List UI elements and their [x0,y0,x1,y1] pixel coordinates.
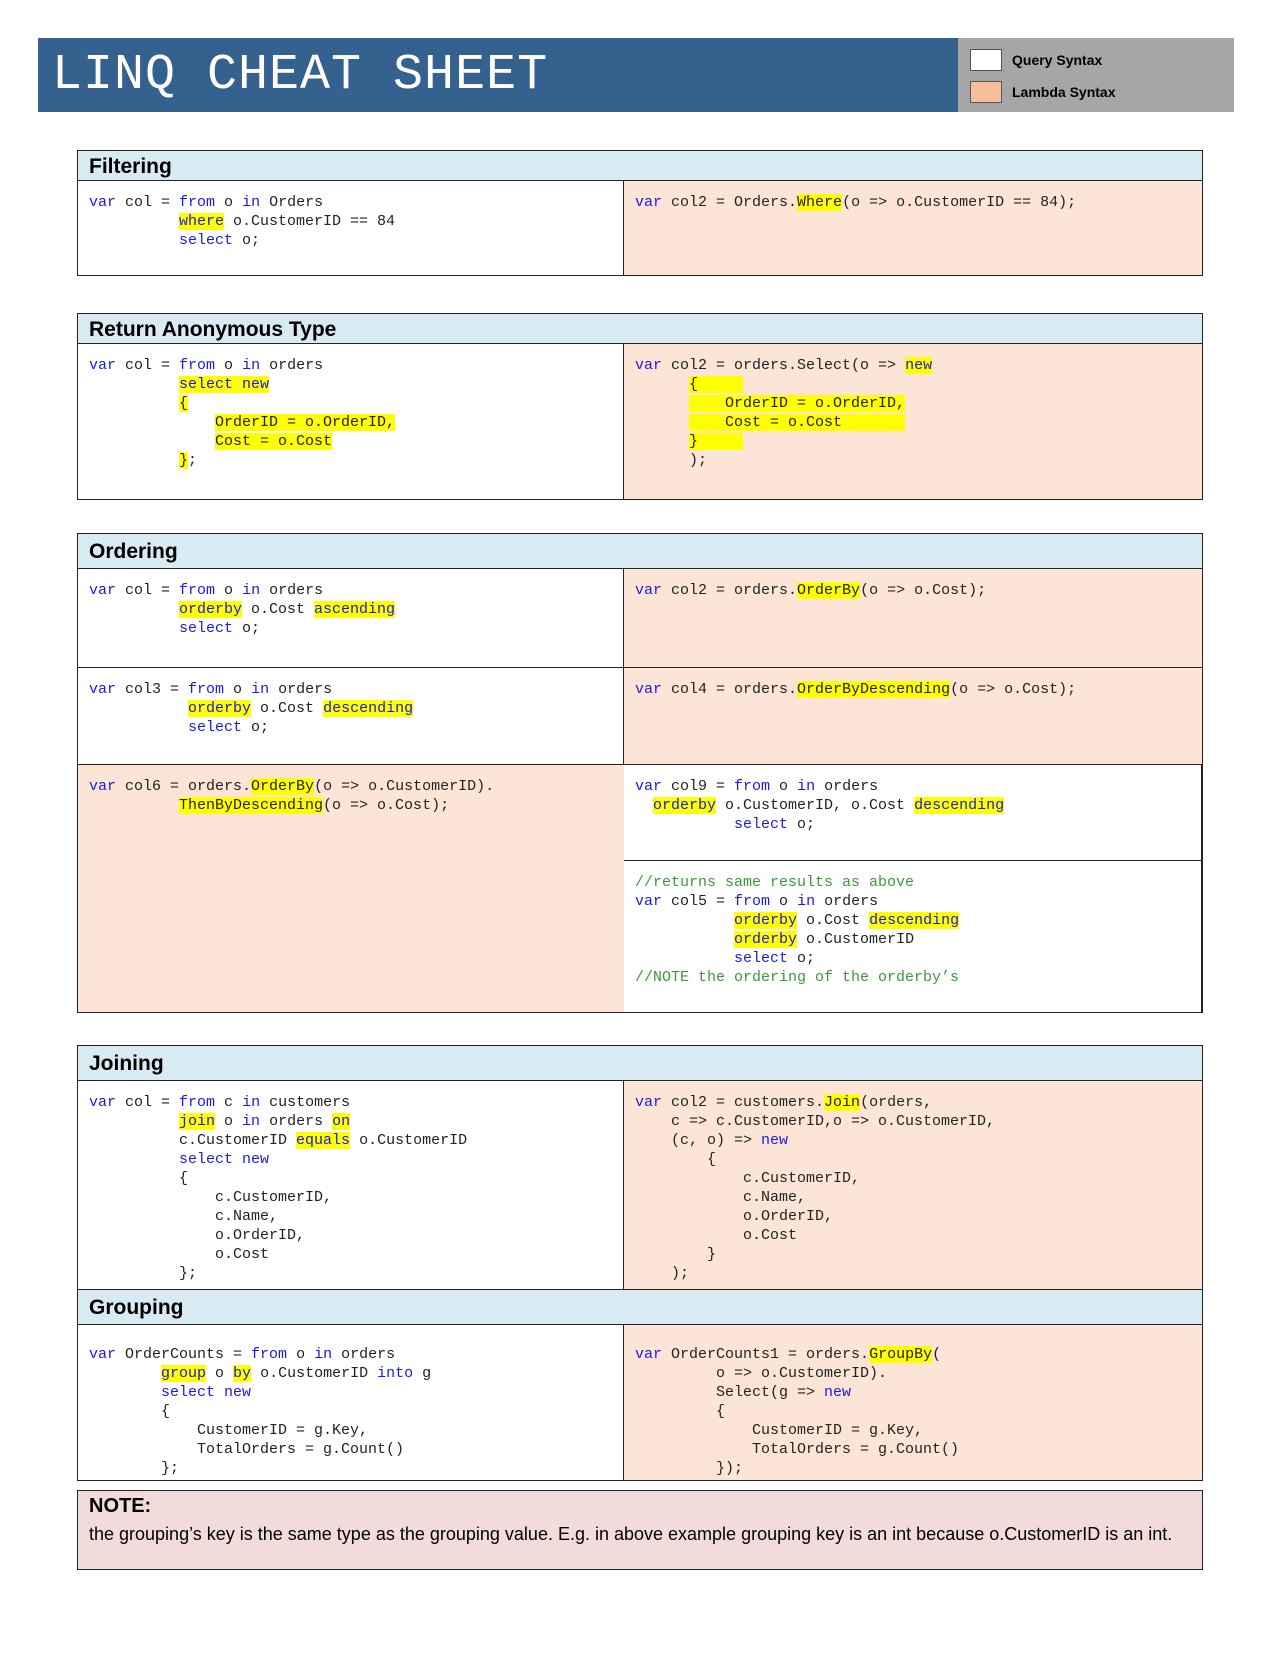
section-filtering [77,150,1203,276]
legend-item-query [970,44,1234,76]
note-box [77,1490,1203,1570]
lambda-syntax-cell [624,181,1202,275]
query-syntax-cell [78,1325,624,1480]
lambda-syntax-cell [624,1081,1202,1289]
code-block: var col = from o in orders orderby o.Cost ascending select o; [89,582,396,637]
section-title: Filtering [77,150,1203,181]
code-block: var OrderCounts = from o in orders group o by o.CustomerID into g select new { CustomerID = g.Key, TotalOrders = g.Count() }; [89,1346,432,1477]
lambda-syntax-cell [624,569,1202,667]
legend-label-lambda: Lambda Syntax [1012,84,1116,100]
section-joining [77,1045,1203,1290]
query-syntax-cell [624,860,1202,1012]
lambda-syntax-cell [624,667,1202,764]
code-block: //returns same results as above var col5 = from o in orders orderby o.Cost descending orderby o.CustomerID select o; //NOTE the ordering of the orderby’s [635,874,960,986]
section-title: Ordering [77,533,1203,569]
code-block: var col2 = Orders.Where(o => o.CustomerID == 84); [635,194,1077,211]
legend [958,38,1234,112]
lambda-syntax-cell [624,1325,1202,1480]
query-syntax-cell [78,569,624,667]
header [38,38,1234,112]
code-block: var col2 = customers.Join(orders, c => c.CustomerID,o => o.CustomerID, (c, o) => new { c.CustomerID, c.Name, o.OrderID, o.Cost } ); [635,1094,996,1282]
note-title: NOTE: [89,1495,152,1517]
query-syntax-cell [624,764,1202,860]
section-title: Grouping [77,1290,1203,1325]
legend-label-query: Query Syntax [1012,52,1103,68]
code-block: var OrderCounts1 = orders.GroupBy( o => o.CustomerID). Select(g => new { CustomerID = g.Key, TotalOrders = g.Count() }); [635,1346,960,1477]
code-block: var col9 = from o in orders orderby o.CustomerID, o.Cost descending select o; [635,778,1005,833]
note-text: the grouping’s key is the same type as the grouping value. E.g. in above example grouping key is an int because o.CustomerID is an int. [89,1524,1173,1544]
query-syntax-cell [78,344,624,499]
legend-item-lambda [970,76,1234,108]
query-syntax-cell [78,667,624,764]
code-block: var col = from o in Orders where o.CustomerID == 84 select o; [89,194,396,249]
query-syntax-cell [78,181,624,275]
code-block: var col2 = orders.Select(o => new { OrderID = o.OrderID, Cost = o.Cost } ); [635,357,933,469]
section-title: Return Anonymous Type [77,313,1203,344]
query-syntax-cell [78,1081,624,1289]
code-block: var col6 = orders.OrderBy(o => o.CustomerID). ThenByDescending(o => o.Cost); [89,778,495,814]
code-block: var col4 = orders.OrderByDescending(o => o.Cost); [635,681,1077,698]
section-title: Joining [77,1045,1203,1081]
query-swatch [970,49,1002,71]
lambda-swatch [970,81,1002,103]
code-block: var col = from o in orders select new { OrderID = o.OrderID, Cost = o.Cost }; [89,357,396,469]
lambda-syntax-cell [624,344,1202,499]
section-ordering [77,533,1203,1013]
page-title: LINQ CHEAT SHEET [38,38,958,112]
section-anonymous-type [77,313,1203,500]
code-block: var col = from c in customers join o in orders on c.CustomerID equals o.CustomerID select new { c.CustomerID, c.Name, o.OrderID, o.Cost }; [89,1094,468,1282]
code-block: var col2 = orders.OrderBy(o => o.Cost); [635,582,987,599]
lambda-syntax-cell [78,764,624,1012]
section-grouping [77,1290,1203,1481]
code-block: var col3 = from o in orders orderby o.Cost descending select o; [89,681,414,736]
